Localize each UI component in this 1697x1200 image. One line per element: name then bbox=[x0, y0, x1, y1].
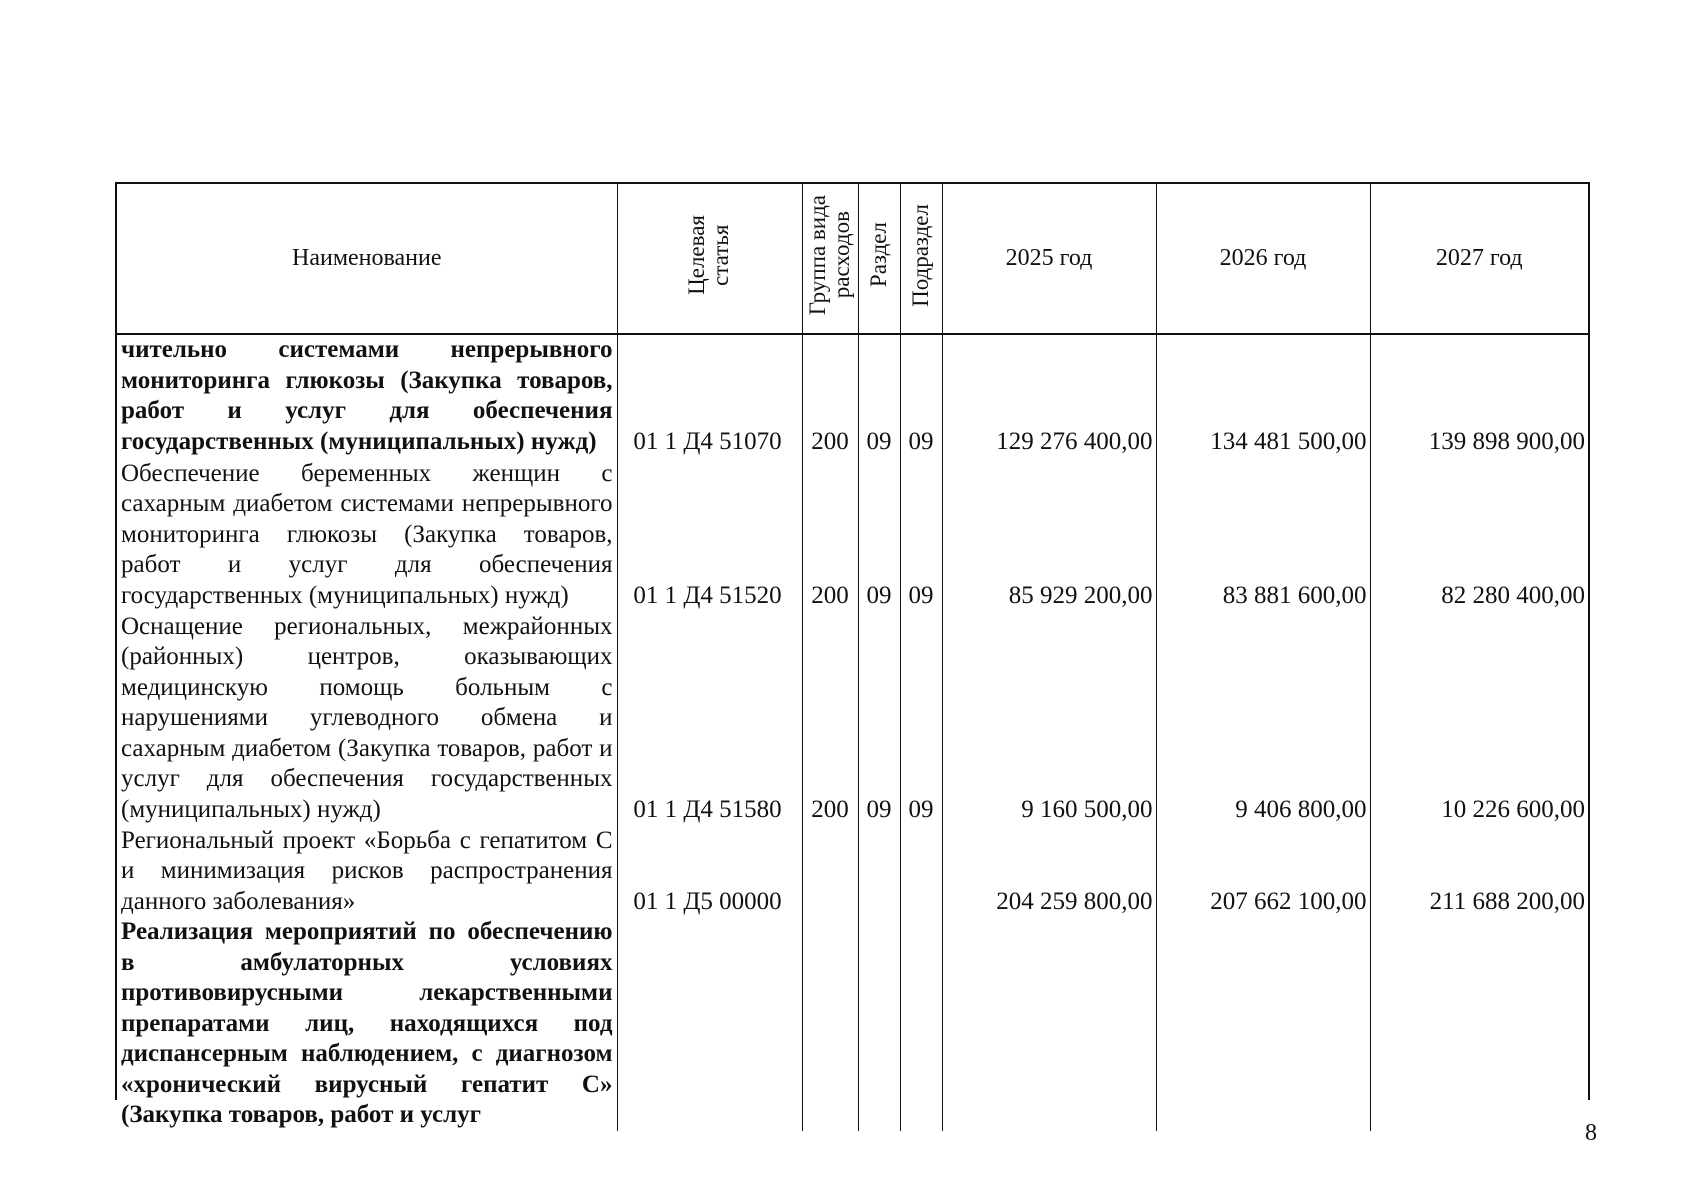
row-section bbox=[858, 825, 900, 917]
row-group bbox=[802, 825, 858, 917]
row-target: 01 1 Д4 51580 bbox=[617, 611, 802, 825]
table-row bbox=[117, 917, 1588, 1131]
row-subsection bbox=[900, 825, 942, 917]
header-expense-group: Группа вида расходов bbox=[802, 184, 858, 334]
row-group bbox=[802, 917, 858, 1131]
row-section: 09 bbox=[858, 334, 900, 457]
header-row bbox=[117, 184, 1588, 334]
header-2027: 2027 год bbox=[1370, 184, 1588, 334]
row-name: чительно системами непрерывного мониторинга глюкозы (Закупка товаров, работ и услуг для обеспечения государственных (муниципальных) нужд) bbox=[121, 336, 613, 455]
row-2026: 83 881 600,00 bbox=[1156, 457, 1370, 611]
table-row bbox=[117, 611, 1588, 825]
row-target: 01 1 Д5 00000 bbox=[617, 825, 802, 917]
row-2026 bbox=[1156, 917, 1370, 1131]
row-2027: 211 688 200,00 bbox=[1370, 825, 1588, 917]
row-2025: 85 929 200,00 bbox=[942, 457, 1156, 611]
row-name: Реализация мероприятий по обеспечению в амбулаторных условиях противовирусными лекарственными препаратами лиц, находящихся под диспансерным наблюдением, с диагнозом «хронический вирусный гепатит С» (Закупка товаров, работ и услуг bbox=[121, 918, 613, 1128]
table-row bbox=[117, 457, 1588, 611]
row-group: 200 bbox=[802, 334, 858, 457]
row-target: 01 1 Д4 51520 bbox=[617, 457, 802, 611]
row-2025 bbox=[942, 917, 1156, 1131]
budget-table bbox=[117, 184, 1588, 1131]
header-name: Наименование bbox=[117, 184, 617, 334]
row-2027 bbox=[1370, 917, 1588, 1131]
row-2025: 204 259 800,00 bbox=[942, 825, 1156, 917]
page-number: 8 bbox=[1585, 1120, 1597, 1146]
row-2027: 10 226 600,00 bbox=[1370, 611, 1588, 825]
row-section: 09 bbox=[858, 611, 900, 825]
row-2027: 82 280 400,00 bbox=[1370, 457, 1588, 611]
row-group: 200 bbox=[802, 457, 858, 611]
header-section: Раздел bbox=[858, 184, 900, 334]
row-section bbox=[858, 917, 900, 1131]
row-target bbox=[617, 917, 802, 1131]
header-2025: 2025 год bbox=[942, 184, 1156, 334]
row-target: 01 1 Д4 51070 bbox=[617, 334, 802, 457]
row-name: Региональный проект «Борьба с гепатитом С и минимизация рисков распространения данного заболевания» bbox=[121, 826, 613, 915]
row-subsection: 09 bbox=[900, 457, 942, 611]
header-2026: 2026 год bbox=[1156, 184, 1370, 334]
row-2027: 139 898 900,00 bbox=[1370, 334, 1588, 457]
header-target-article: Целевая статья bbox=[617, 184, 802, 334]
row-name: Оснащение региональных, межрайонных (районных) центров, оказывающих медицинскую помощь больным с нарушениями углеводного обмена и сахарным диабетом (Закупка товаров, работ и услуг для обеспечения государственных (муниципальных) нужд) bbox=[121, 612, 613, 823]
row-2026: 207 662 100,00 bbox=[1156, 825, 1370, 917]
row-group: 200 bbox=[802, 611, 858, 825]
table-row bbox=[117, 825, 1588, 917]
row-2026: 134 481 500,00 bbox=[1156, 334, 1370, 457]
row-name: Обеспечение беременных женщин с сахарным диабетом системами непрерывного мониторинга глюкозы (Закупка товаров, работ и услуг для обеспечения государственных (муниципальных) нужд) bbox=[121, 459, 613, 609]
row-2026: 9 406 800,00 bbox=[1156, 611, 1370, 825]
row-2025: 129 276 400,00 bbox=[942, 334, 1156, 457]
row-subsection: 09 bbox=[900, 334, 942, 457]
row-section: 09 bbox=[858, 457, 900, 611]
row-subsection bbox=[900, 917, 942, 1131]
row-subsection: 09 bbox=[900, 611, 942, 825]
budget-table-container bbox=[115, 182, 1590, 1128]
row-2025: 9 160 500,00 bbox=[942, 611, 1156, 825]
header-subsection: Подраздел bbox=[900, 184, 942, 334]
table-row bbox=[117, 334, 1588, 457]
